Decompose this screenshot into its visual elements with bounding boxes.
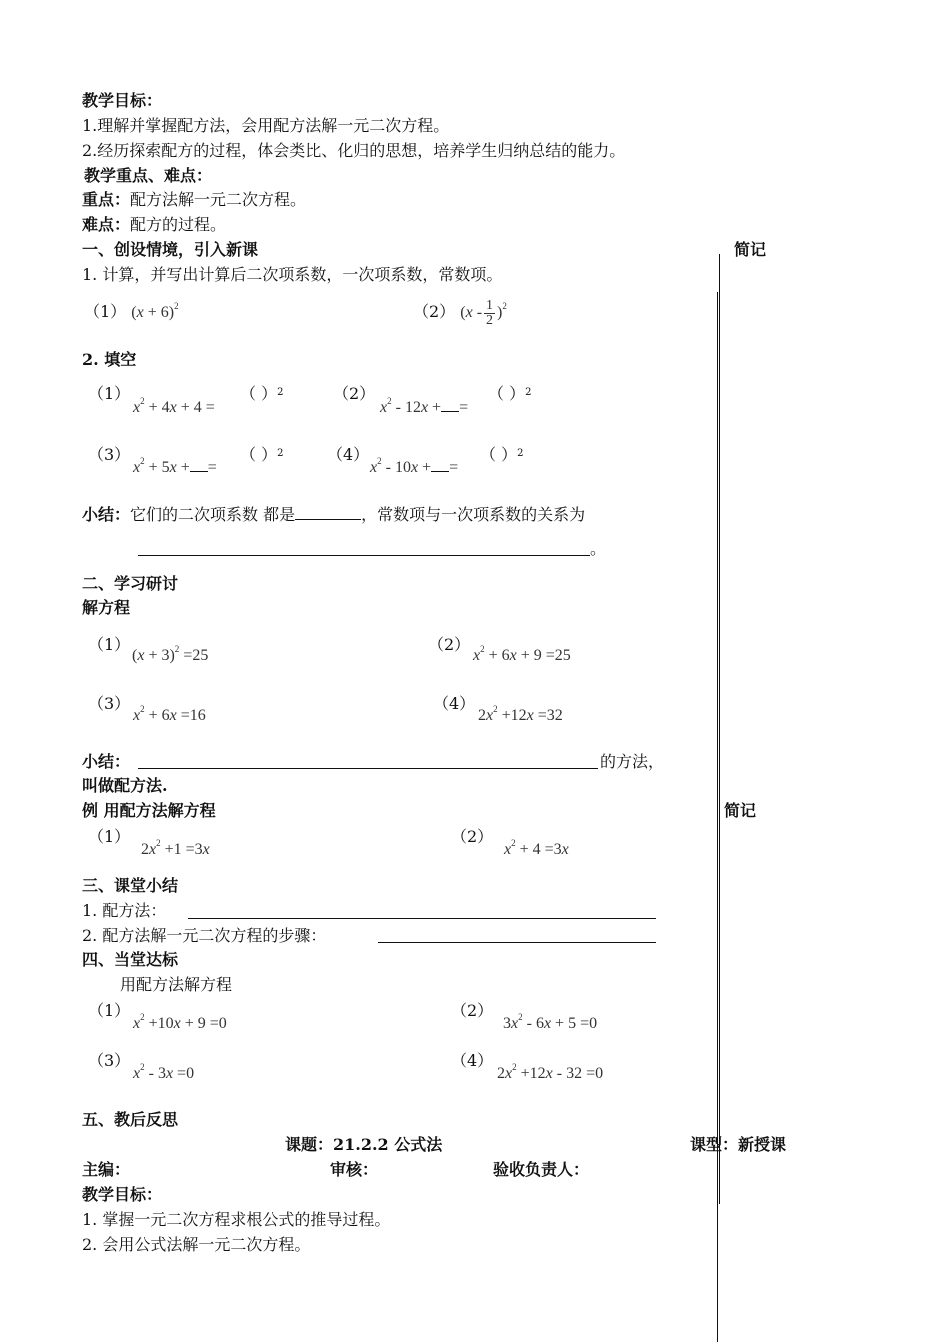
example-heading: 例 用配方法解方程 (82, 801, 216, 820)
lesson2-objective-1: 1. 掌握一元二次方程求根公式的推导过程。 (82, 1210, 391, 1229)
compute-1-formula: $(x + 6)^2$ (131, 301, 179, 321)
test-3-label: （3） (88, 1051, 131, 1070)
test-1-formula: $x^2 +10x + 9 =0$ (133, 1012, 227, 1032)
difficulty-text: 配方的过程。 (130, 215, 227, 234)
notes-divider-line (719, 254, 720, 1204)
notes-label-1: 简记 (734, 240, 767, 259)
objective-item-2: 2.经历探索配方的过程，体会类比、化归的思想，培养学生归纳总结的能力。 (82, 141, 626, 160)
compute-1-label: （1） (84, 302, 127, 321)
fill-1-label: （1） (88, 384, 131, 403)
fill-4-formula: $x^2 - 10x$ + = (370, 456, 459, 476)
compute-2-formula: (x - $\frac{1}{2}$ )$^2$ (460, 297, 507, 328)
section1-summary (82, 505, 585, 525)
summary-1-blank[interactable] (295, 505, 361, 520)
section2-sub: 解方程 (82, 598, 131, 617)
section2-heading: 二、学习研讨 (82, 574, 179, 593)
keypoints-heading: 教学重点、难点： (84, 166, 213, 185)
section1-question-2: 2. 填空 (82, 350, 137, 369)
compute-item-1 (84, 302, 179, 323)
notes-label-2: 简记 (724, 801, 757, 820)
lesson2-reviewer: 审核： (330, 1160, 379, 1179)
focus-label: 重点： (82, 190, 131, 209)
section3-line-1[interactable] (188, 918, 656, 919)
fill-3-label: （3） (88, 445, 131, 464)
fill-1-formula: $x^2 + 4x + 4$ = (133, 396, 215, 416)
example-1-label: （1） (88, 827, 131, 846)
notes-divider-line-2 (717, 292, 718, 1342)
section3-line-2[interactable] (378, 942, 656, 943)
test-4-label: （4） (451, 1051, 494, 1070)
summary-1-label: 小结： (82, 505, 131, 524)
summary-2-tail: 的方法， (600, 752, 665, 771)
section3-item-1: 1. 配方法： (82, 901, 167, 920)
summary-1-text: 它们的二次项系数 都是 (130, 505, 296, 524)
compute-item-2 (413, 298, 507, 328)
eq-2-formula: $x^2 + 6x + 9 =25$ (473, 644, 571, 664)
eq-4-formula: $2x^2 +12x =32$ (478, 704, 563, 724)
eq-2-label: （2） (428, 635, 471, 654)
fill-2-label: （2） (333, 384, 376, 403)
summary-2-answer-line[interactable] (138, 768, 598, 769)
lesson2-objective-2: 2. 会用公式法解一元二次方程。 (82, 1235, 311, 1254)
summary-2-label: 小结： (82, 752, 131, 771)
summary-1-answer-line[interactable] (138, 555, 590, 556)
fill-3-blank: （ ）$^2$ (240, 445, 284, 464)
fill-2-formula: $x^2 - 12x$ + = (380, 396, 469, 416)
example-2-label: （2） (451, 827, 494, 846)
section3-heading: 三、课堂小结 (82, 876, 179, 895)
lesson2-topic: 课题：21.2.2 公式法 (285, 1135, 443, 1154)
example-1-formula: $2x^2 +1 =3x$ (141, 838, 210, 858)
eq-3-formula: $x^2 + 6x =16$ (133, 704, 206, 724)
test-3-formula: $x^2 - 3x =0$ (133, 1062, 195, 1082)
fill-4-label: （4） (327, 445, 370, 464)
eq-3-label: （3） (88, 694, 131, 713)
objectives-heading: 教学目标： (82, 91, 163, 110)
section4-heading: 四、当堂达标 (82, 950, 179, 969)
lesson2-objectives-heading: 教学目标： (82, 1185, 163, 1204)
eq-4-label: （4） (433, 694, 476, 713)
section3-item-2: 2. 配方法解一元二次方程的步骤： (82, 926, 327, 945)
test-1-label: （1） (88, 1001, 131, 1020)
eq-1-label: （1） (88, 635, 131, 654)
section1-heading: 一、创设情境，引入新课 (82, 240, 259, 259)
fill-3-formula: $x^2 + 5x$ + = (133, 456, 217, 476)
example-2-formula: $x^2 + 4 =3x$ (504, 838, 569, 858)
eq-1-formula: $(x + 3)^2 =25$ (132, 644, 209, 664)
fill-1-blank: （ ）$^2$ (240, 384, 284, 403)
summary-1-period: 。 (590, 539, 607, 558)
focus-text: 配方法解一元二次方程。 (130, 190, 307, 209)
fill-4-blank: （ ）$^2$ (480, 445, 524, 464)
fill-2-blank: （ ）$^2$ (488, 384, 532, 403)
method-definition: 叫做配方法. (82, 776, 168, 795)
section5-heading: 五、教后反思 (82, 1110, 179, 1129)
objective-item-1: 1.理解并掌握配方法，会用配方法解一元二次方程。 (82, 116, 450, 135)
difficulty-line (82, 215, 226, 235)
difficulty-label: 难点： (82, 215, 131, 234)
section4-sub: 用配方法解方程 (120, 975, 233, 994)
test-2-label: （2） (451, 1001, 494, 1020)
lesson2-acceptor: 验收负责人： (493, 1160, 590, 1179)
summary-1-text-2: ，常数项与一次项系数的关系为 (361, 505, 586, 524)
compute-2-label: （2） (413, 302, 456, 321)
focus-line (82, 190, 306, 210)
lesson2-type: 课型：新授课 (690, 1135, 787, 1154)
test-2-formula: $3x^2 - 6x + 5 =0$ (503, 1012, 598, 1032)
test-4-formula: $2x^2 +12x - 32 =0$ (497, 1062, 604, 1082)
section1-question-1: 1. 计算，并写出计算后二次项系数，一次项系数，常数项。 (82, 265, 503, 284)
lesson2-editor: 主编： (82, 1160, 131, 1179)
